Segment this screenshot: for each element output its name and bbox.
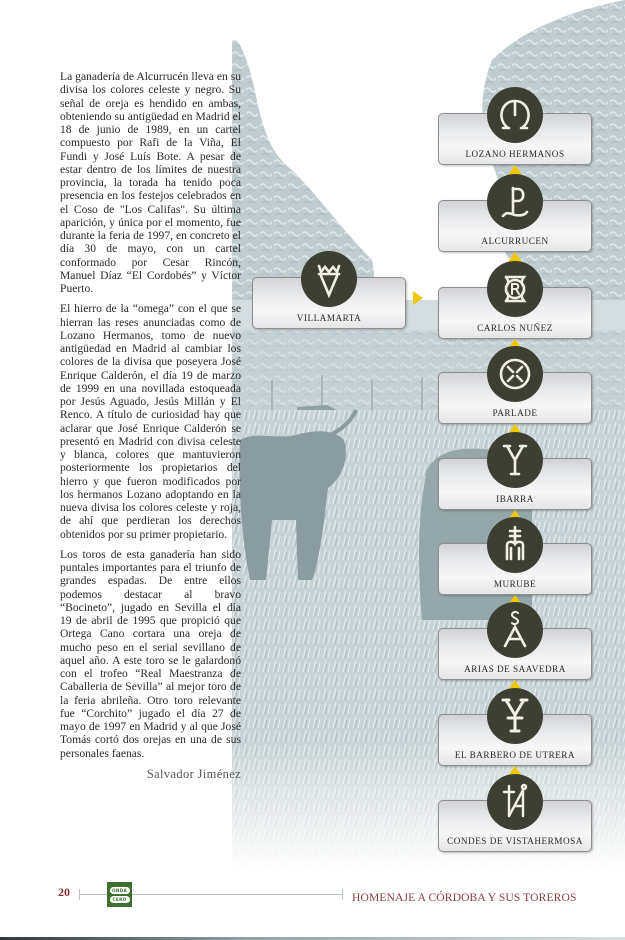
omega-brand-icon [487, 87, 543, 143]
publication-title: HOMENAJE A CÓRDOBA Y SUS TOREROS [352, 891, 577, 904]
lineage-node-murube [438, 543, 592, 595]
logo-text-top: ONDA [110, 887, 130, 894]
lineage-node-ibarra [438, 458, 592, 510]
lineage-node-el-barbero-de-utrera [438, 714, 592, 766]
article-text [60, 70, 241, 788]
lineage-node-parlade [438, 372, 592, 424]
lineage-node-carlos-nunez [438, 287, 592, 339]
node-label: CONDES DE VISTAHERMOSA [447, 836, 583, 846]
node-label: LOZANO HERMANOS [465, 149, 565, 159]
logo-text-bottom: CERO [110, 896, 130, 903]
lineage-node-condes-de-vistahermosa [438, 800, 592, 852]
article-paragraph-1: La ganadería de Alcurrucén lleva en su divisa los colores celeste y negro. Su señal de oreja es hendido en ambas, obteniendo su antigüedad en Madrid el 18 de junio de 1989, en un cartel compuesto por Rafi de la Viña, El Fundi y José Luís Bote. A pesar de estar dentro de los límites de nuestra provincia, la torada ha tenido poca presencia en los festejos celebrados en el Coso de "Los Califas". Su última aparición, y única por el momento, fue durante la feria de 1997, en concreto el día 30 de mayo, con un cartel conformado por Cesar Rincón, Manuel Díaz “El Cordobés” y Víctor Puerto. [60, 70, 241, 295]
node-label: VILLAMARTA [296, 313, 362, 323]
node-label: CARLOS NUÑEZ [477, 323, 553, 333]
cross-a-brand-icon [487, 774, 543, 830]
y-brand-icon [487, 432, 543, 488]
arrow-right-icon [413, 291, 423, 305]
lineage-node-villamarta [252, 277, 406, 329]
s-a-brand-icon [487, 602, 543, 658]
article-paragraph-3: Los toros de esta ganadería han sido puntales importantes para el triunfo de grandes espadas. De entre ellos podemos destacar al bravo “Bocineto”, jugado en Sevilla el día 19 de abril de 1995 que propició que Ortega Cano cortara una oreja de mucho peso en el serial sevillano de aquel año. A este toro se le galardonó con el trofeo “Real Maestranza de Caballeria de Sevilla” al mejor toro de la feria abrileña. Otro toro relevante fue “Corchito” jugado el día 27 de mayo de 1997 en Madrid y al que José Tomás cortó dos orejas en una de sus personales faenas. [60, 547, 241, 760]
page-number: 20 [58, 885, 70, 899]
node-label: ALCURRUCEN [481, 236, 549, 246]
article-paragraph-2: El hierro de la “omega” con el que se hierran las reses anunciadas como de Lozano Hermanos, tomo de nuevo antigüedad en Madrid al cambiar los colores de la divisa que poseyera José Enrique Calderón, el día 19 de marzo de 1999 en una novillada estoqueada por Jesús Aguado, Jesús Millán y El Renco. A título de curiosidad hay que aclarar que José Enrique Calderón se presentó en Madrid con divisa celeste y blanca, colores que mantuvieron posteriormente los propietarios del hierro y que fueron modificados por los hermanos Lozano adoptando en la nueva divisa los colores celeste y roja, de ahí que perdieran los derechos obtenidos por su primer propietario. [60, 302, 241, 541]
node-label: MURUBE [493, 579, 537, 589]
node-label: EL BARBERO DE UTRERA [454, 750, 576, 760]
crowned-v-brand-icon [301, 251, 357, 307]
node-label: ARIAS DE SAAVEDRA [464, 664, 566, 674]
circled-x-brand-icon [487, 346, 543, 402]
footer-rule-tick [342, 889, 343, 900]
lineage-node-lozano-hermanos [438, 113, 592, 165]
node-label: PARLADE [492, 408, 538, 418]
node-label: IBARRA [496, 494, 534, 504]
circled-r-brand-icon [487, 261, 543, 317]
lineage-node-alcurrucen [438, 200, 592, 252]
l-p-monogram-brand-icon [487, 174, 543, 230]
author-signature: Salvador Jiménez [146, 766, 241, 781]
y-bar-brand-icon [487, 688, 543, 744]
cross-crown-brand-icon [487, 517, 543, 573]
onda-cero-logo [107, 882, 132, 907]
lineage-node-arias-de-saavedra [438, 628, 592, 680]
